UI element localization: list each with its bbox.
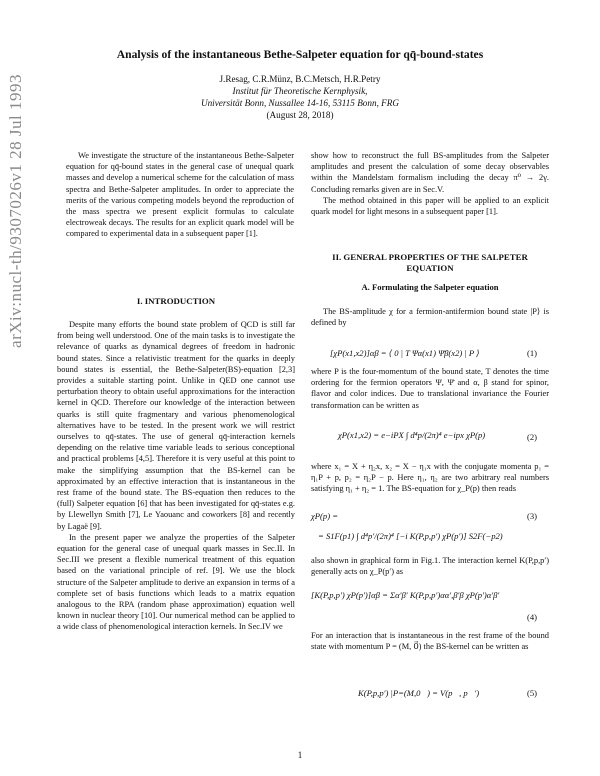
introduction-section [57, 296, 295, 633]
paragraph-four-momentum: where P is the four-momentum of the bound state, T denotes the time ordering for the fermion operators Ψ, Ψ̄ and α, β stand for spinor, flavor and color indices. Due to translational invariance the Fourier transformation can be written as [311, 367, 549, 410]
intro-paragraph-1: Despite many efforts the bound state problem of QCD is still far from being well understood. One of the main tasks is to investigate the relevance of quarks as dynamical degrees of freedom in hadronic bound states. Since a relativistic treatment for the quarks in deeply bound states is essential, the Bethe-Salpeter(BS)-equation [2,3] provides a suitable starting point. Unlike in QED one cannot use perturbation theory to obtain useful approximations for the interaction kernel in QCD. Therefore our knowledge of the interaction between quarks is still quite fragmentary and various phenomenological alternatives have to be tested. In the present work we will restrict ourselves to qq̄-states. The use of general qq̄-interaction kernels depending on the relative time variable leads to serious conceptional and practical problems [4,5]. Therefore it is very useful at this point to make the simplifying assumption that the BS-kernel can be approximated by an effective interaction that is instantaneous in the rest frame of the bound state. The BS-equation then reduces to the (full) Salpeter equation [6] that has been investigated for qq̄-states e.g. by Llewellyn Smith [7], Le Yaouanc and coworkers [8] and recently by Lagaë [9]. [57, 320, 295, 531]
section-2-header [311, 252, 549, 293]
equation-2-number: (2) [527, 432, 538, 442]
arxiv-identifier: arXiv:nucl-th/9307026v1 28 Jul 1993 [6, 74, 25, 348]
equation-4: [K(P,p,p′) χP(p′)]αβ = Σα′β′ K(P,p,p′)αα′,β′β χP(p′)α′β′ [311, 590, 500, 600]
equation-1: [χP(x1,x2)]αβ = ⟨ 0 | T Ψα(x1) Ψ̄β(x2) | P ⟩ [330, 348, 480, 358]
paragraph-conjugate-momenta: where x₁ = X + η₂x, x₂ = X − η₁x with the conjugate momenta p₁ = η₁P + p, p₂ = η₂P − p. Here η₁, η₂ are two arbitrary real numbers satisfying η₁ + η₂ = 1. The BS-equation for χ_P(p) then reads [311, 462, 549, 494]
section-2-heading: II. GENERAL PROPERTIES OF THE SALPETER EQUATION [332, 252, 528, 273]
section-2-text-3 [311, 461, 549, 495]
equation-3-rhs: = S1F(p1) ∫ d⁴p′/(2π)⁴ [−i K(P,p,p′) χP(p′)] S2F(−p2) [318, 531, 503, 541]
paragraph-instantaneous: For an interaction that is instantaneous in the rest frame of the bound state with momentum P = (M, 0⃗) the BS-kernel can be written as [311, 631, 549, 652]
paragraph-bs-amplitude: The BS-amplitude χ for a fermion-antifermion bound state |P⟩ is defined by [311, 307, 549, 328]
paragraph-interaction-kernel: also shown in graphical form in Fig.1. The interaction kernel K(P,p,p′) generally acts on χ_P(p′) as [311, 556, 549, 577]
section-2-text-1 [311, 306, 549, 328]
paper-header [60, 48, 540, 121]
equation-3-number: (3) [527, 511, 538, 521]
section-2-text-4 [311, 555, 549, 577]
address: Universität Bonn, Nussallee 14-16, 53115 Bonn, FRG [200, 98, 400, 108]
equation-1-number: (1) [527, 348, 538, 358]
page-number: 1 [297, 750, 303, 760]
equation-3-lhs: χP(p) = [311, 511, 338, 521]
intro-heading: I. INTRODUCTION [136, 296, 216, 306]
equation-5-number: (5) [527, 688, 538, 698]
section-2-text-5 [311, 630, 549, 652]
intro-continuation-2: The method obtained in this paper will be applied to an explicit quark model for light mesons in a subsequent paper [1]. [311, 195, 549, 217]
intro-continuation-1: show how to reconstruct the full BS-amplitudes from the Salpeter amplitudes and present the calculation of some decay observables within the Mandelstam formalism including the decay π⁰ → 2γ. Concluding remarks given are in Sec.V. [311, 151, 549, 194]
section-2-text-2 [311, 366, 549, 411]
equation-5: K(P,p,p′) |P=(M,0⃗) = V(p⃗, p⃗′) [358, 688, 480, 698]
right-intro-continuation [311, 150, 549, 217]
abstract: We investigate the structure of the instantaneous Bethe-Salpeter equation for qq̄-bound states in the general case of unequal quark masses and develop a numerical scheme for the calculation of mass spectra and Bethe-Salpeter amplitudes. In order to appreciate the merits of the various competing models beyond the reproduction of the mass spectra we present explicit formulas to calculate electroweak decays. The results for an explicit quark model will be compared to experimental data in a subsequent paper [1]. [66, 151, 294, 239]
institute: Institut für Theoretische Kernphysik, [232, 86, 368, 96]
subsection-a-heading: A. Formulating the Salpeter equation [361, 282, 499, 292]
intro-paragraph-2: In the present paper we analyze the properties of the Salpeter equation for the general case of unequal quark masses in Sec.II. In Sec.III we present a flexible numerical treatment of this equation based on the variational principle of ref. [9]. We use the block structure of the Salpeter amplitude to derive an expansion in terms of a complete set of basis functions which leads to a matrix equation analogous to the RPA (random phase approximation) equation well known in nuclear theory [10]. Our numerical method can be applied to a wide class of phenomenological interaction kernels. In Sec.IV we [57, 532, 295, 632]
paper-title: Analysis of the instantaneous Bethe-Salpeter equation for qq̄-bound-states [116, 48, 484, 61]
date: (August 28, 2018) [266, 110, 334, 120]
equation-2: χP(x1,x2) = e−iPX ∫ d⁴p/(2π)⁴ e−ipx χP(p) [338, 430, 486, 440]
equation-4-number: (4) [527, 612, 538, 622]
authors: J.Resag, C.R.Münz, B.C.Metsch, H.R.Petry [219, 74, 381, 84]
